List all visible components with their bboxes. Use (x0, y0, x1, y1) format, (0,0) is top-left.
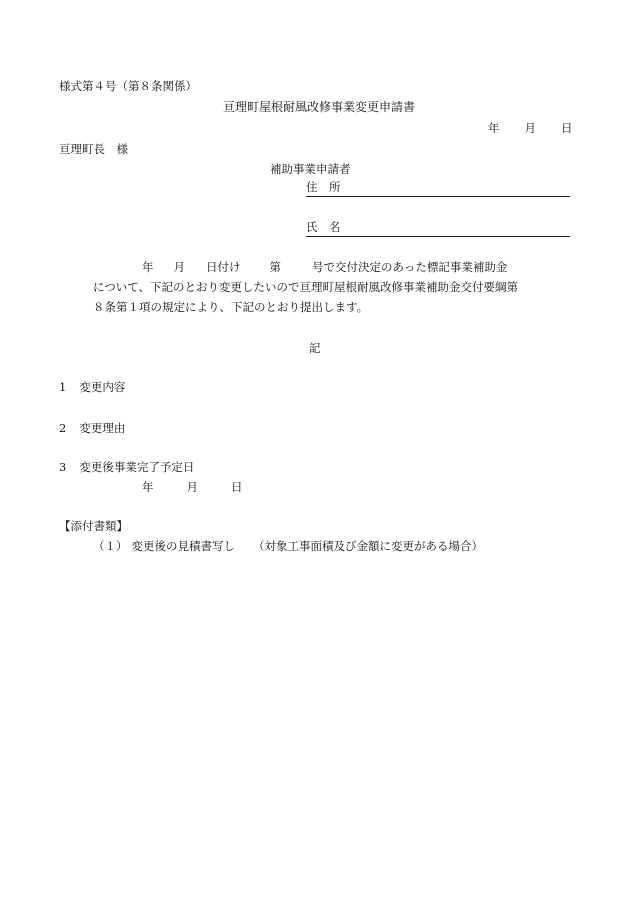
item-number: 2 (59, 421, 67, 435)
body-month-label: 月 (173, 260, 185, 274)
item-text: 変更後事業完了予定日 (79, 460, 195, 474)
ki-heading: 記 (309, 341, 321, 355)
body-year-label: 年 (142, 260, 154, 274)
attachment-item (93, 541, 483, 553)
name-line (306, 236, 570, 237)
address-line (306, 196, 570, 197)
date-line (488, 123, 573, 135)
item-text: 変更理由 (79, 421, 126, 435)
body-number-prefix: 第 (269, 260, 281, 274)
item-1 (59, 382, 125, 394)
completion-date (142, 482, 243, 494)
attachment-item-note: （対象工事面積及び金額に変更がある場合） (253, 539, 483, 553)
item-text: 変更内容 (79, 380, 126, 394)
form-number: 様式第４号（第８条関係） (59, 79, 197, 93)
date-day-label: 日 (561, 121, 573, 135)
body-line-2: について、下記のとおり変更したいので亘理町屋根耐風改修事業補助金交付要綱第 (93, 280, 519, 294)
applicant-heading: 補助事業申請者 (270, 162, 351, 176)
item-2 (59, 423, 125, 435)
body-line-1-rest: 号で交付決定のあった標記事業補助金 (312, 260, 508, 274)
date-month-label: 月 (524, 121, 536, 135)
item-number: 1 (59, 380, 67, 394)
item-3 (59, 462, 194, 474)
name-label: 氏 名 (306, 220, 341, 234)
completion-year-label: 年 (142, 480, 154, 494)
addressee: 亘理町長 様 (59, 142, 128, 156)
body-line-1 (142, 262, 507, 274)
attachments-heading: 【添付書類】 (59, 519, 128, 533)
address-label: 住 所 (306, 180, 341, 194)
attachment-item-number: （１） (93, 539, 128, 553)
attachment-item-text: 変更後の見積書写し (131, 539, 235, 553)
item-number: 3 (59, 460, 67, 474)
body-line-3: ８条第１項の規定により、下記のとおり提出します。 (93, 300, 369, 314)
completion-month-label: 月 (186, 480, 198, 494)
completion-day-label: 日 (231, 480, 243, 494)
document-title: 亘理町屋根耐風改修事業変更申請書 (223, 100, 416, 114)
date-year-label: 年 (488, 121, 500, 135)
body-date-suffix: 日付け (206, 260, 241, 274)
